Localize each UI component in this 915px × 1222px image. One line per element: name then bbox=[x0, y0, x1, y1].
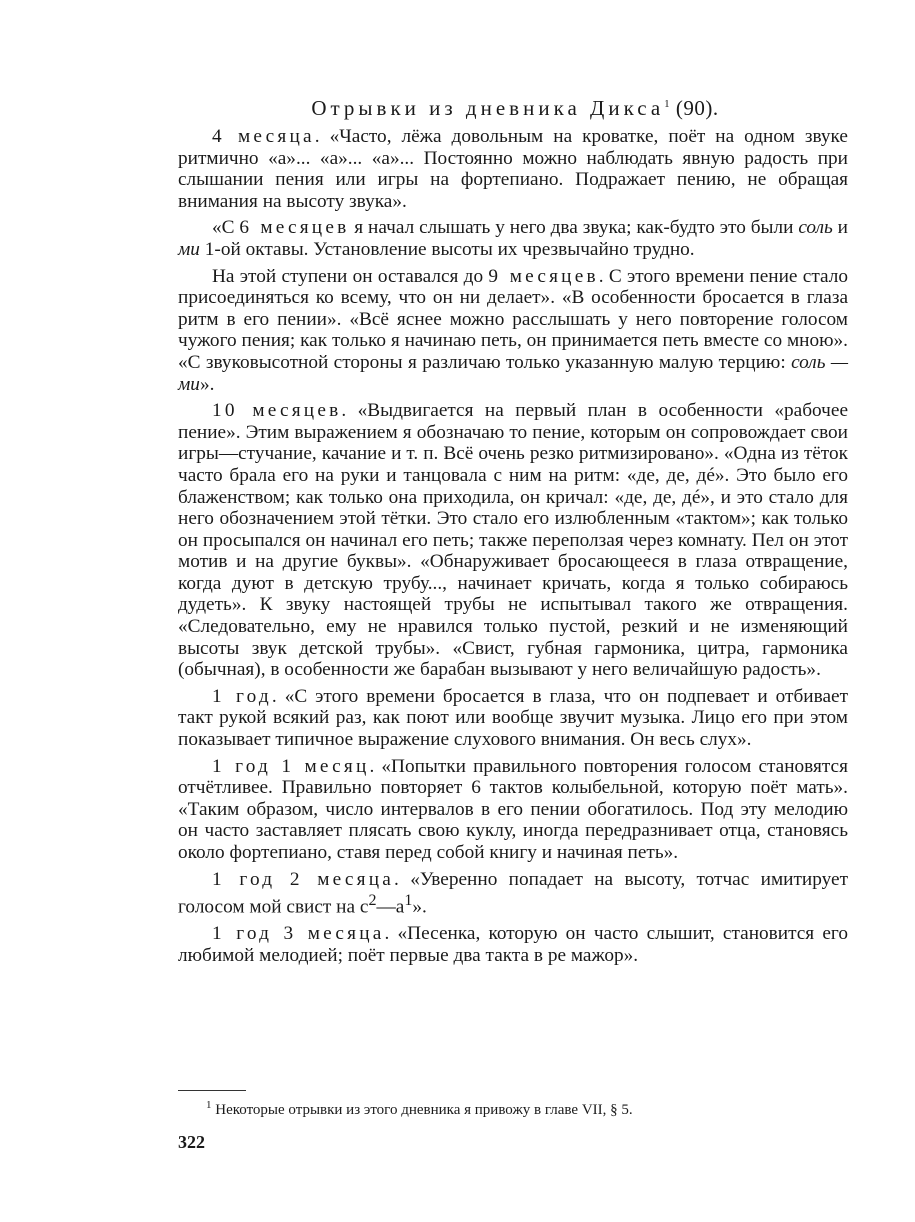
note-name: соль bbox=[798, 217, 833, 239]
paragraph-lead: 10 месяцев bbox=[212, 400, 342, 422]
paragraph-lead: 1 год 2 месяца bbox=[212, 868, 395, 890]
interval-name: соль — ми bbox=[178, 351, 848, 395]
paragraph-lead: 4 месяца bbox=[212, 126, 315, 147]
paragraph-9-months bbox=[178, 266, 848, 396]
paragraph-text: . «Выдвигается на первый план в особенности «рабочее пение». Этим выражением я обозначаю то пение, которым он сопровождает свои игры—стучание, качание и т. п. Всё очень резко ритмизировано». «Одна из тёток часто брала его на руки и танцовала с ним на ритм: «де, де, дé». Это было его блаженством; как только она приходила, он кричал: «де, де, дé», и это стало для него обозначением этой тётки. Это стало его излюбленным «тактом»; как только он просыпался он начинал его петь; также переползая через комнату. Пел он этот мотив и на другие буквы». «Обнаруживает бросающееся в глаза отвращение, когда дуют в детскую трубу..., начинает кричать, когда я только собираюсь дудеть». К звуку настоящей трубы не испытывал такого же отвращения. «Следовательно, ему не нравился только пустой, резкий и не изменяющий высоты звук детской трубы». «Свист, губная гармоника, цитра, гармоника (обычная), в особенности же барабан вызывают у него величайшую радость». bbox=[178, 400, 848, 681]
paragraph-text-mid: и bbox=[832, 217, 848, 239]
paragraph-lead: 1 год 1 месяц bbox=[212, 755, 370, 777]
paragraph-text: . «Уверенно попадает на высоту, тотчас имитирует голосом мой свист на c bbox=[178, 868, 848, 918]
footnote-divider bbox=[178, 1090, 246, 1091]
title-text: Отрывки из дневника Дикса bbox=[311, 96, 665, 120]
paragraph-text-tail: ». bbox=[199, 373, 215, 395]
paragraph-text-tail: ». bbox=[412, 896, 427, 918]
paragraph-6-months bbox=[178, 217, 848, 260]
paragraph-1-year-1-month bbox=[178, 756, 848, 864]
paragraph-text: . «Часто, лёжа довольным на кроватке, поёт на одном звуке ритмично «а»... «а»... «а»... Постоянно можно наблюдать явную радость при слышании пения или игры на фортепиано. Подражает пению, не обращая внимания на высоту звука». bbox=[178, 126, 848, 212]
paragraph-lead: 9 месяцев bbox=[488, 265, 599, 287]
paragraph-text: . «С этого времени бросается в глаза, что он подпевает и отбивает такт рукой всякий раз, как поют или вообще звучит музыка. Лицо его при этом показывает типичное выражение слухового внимания. Он весь слух». bbox=[178, 685, 848, 751]
paragraph-lead: 1 год 3 месяца bbox=[212, 923, 385, 945]
paragraph-text: . «Попытки правильного повторения голосом становятся отчётливее. Правильно повторяет 6 тактов колыбельной, которую поёт мать». «Таким образом, число интервалов в его пении обогатилось. Под эту мелодию он часто заставляет плясать свою куклу, иногда передразнивает отца, становясь около фортепиано, ставя перед собой книгу и начиная петь». bbox=[178, 755, 848, 863]
footnote-marker: 1 bbox=[206, 1099, 212, 1111]
paragraph-1-year bbox=[178, 686, 848, 751]
paragraph-text-tail: 1-ой октавы. Установление высоты их чрезвычайно трудно. bbox=[199, 238, 695, 260]
paragraph-lead: 6 месяцев bbox=[239, 217, 350, 239]
paragraph-text-mid: —a bbox=[376, 896, 405, 918]
page-number: 322 bbox=[178, 1132, 205, 1152]
octave-marker: 1 bbox=[404, 892, 413, 910]
page-title bbox=[180, 96, 850, 121]
paragraph-1-year-3-months bbox=[178, 923, 848, 966]
paragraph-lead: 1 год bbox=[212, 685, 272, 707]
octave-marker: 2 bbox=[368, 892, 377, 910]
title-footnote-marker: 1 bbox=[664, 98, 671, 110]
paragraph-text: . «Песенка, которую он часто слышит, становится его любимой мелодией; поёт первые два такта в ре мажор». bbox=[178, 923, 848, 966]
title-reference: (90). bbox=[670, 96, 719, 120]
paragraph-1-year-2-months bbox=[178, 869, 848, 919]
paragraph-text: я начал слышать у него два звука; как-будто это были bbox=[349, 217, 799, 239]
paragraph-text: . С этого времени пение стало присоединяться ко всему, что он ни делает». «В особенности бросается в глаза ритм в его пении». «Всё яснее можно расслышать у него повторение голосом чужого пения; как только я начинаю петь, он принимается петь вместе со мною». «С звуковысотной стороны я различаю только указанную малую терцию: bbox=[178, 265, 848, 373]
paragraph-10-months bbox=[178, 400, 848, 681]
paragraph-pre: На этой ступени он оставался до bbox=[212, 265, 489, 287]
note-name: ми bbox=[178, 238, 200, 260]
footnote-text: Некоторые отрывки из этого дневника я привожу в главе VII, § 5. bbox=[211, 1102, 633, 1118]
text-body bbox=[178, 126, 848, 971]
paragraph-4-months bbox=[178, 126, 848, 212]
paragraph-pre: «С bbox=[212, 217, 240, 239]
footnote bbox=[206, 1096, 846, 1119]
